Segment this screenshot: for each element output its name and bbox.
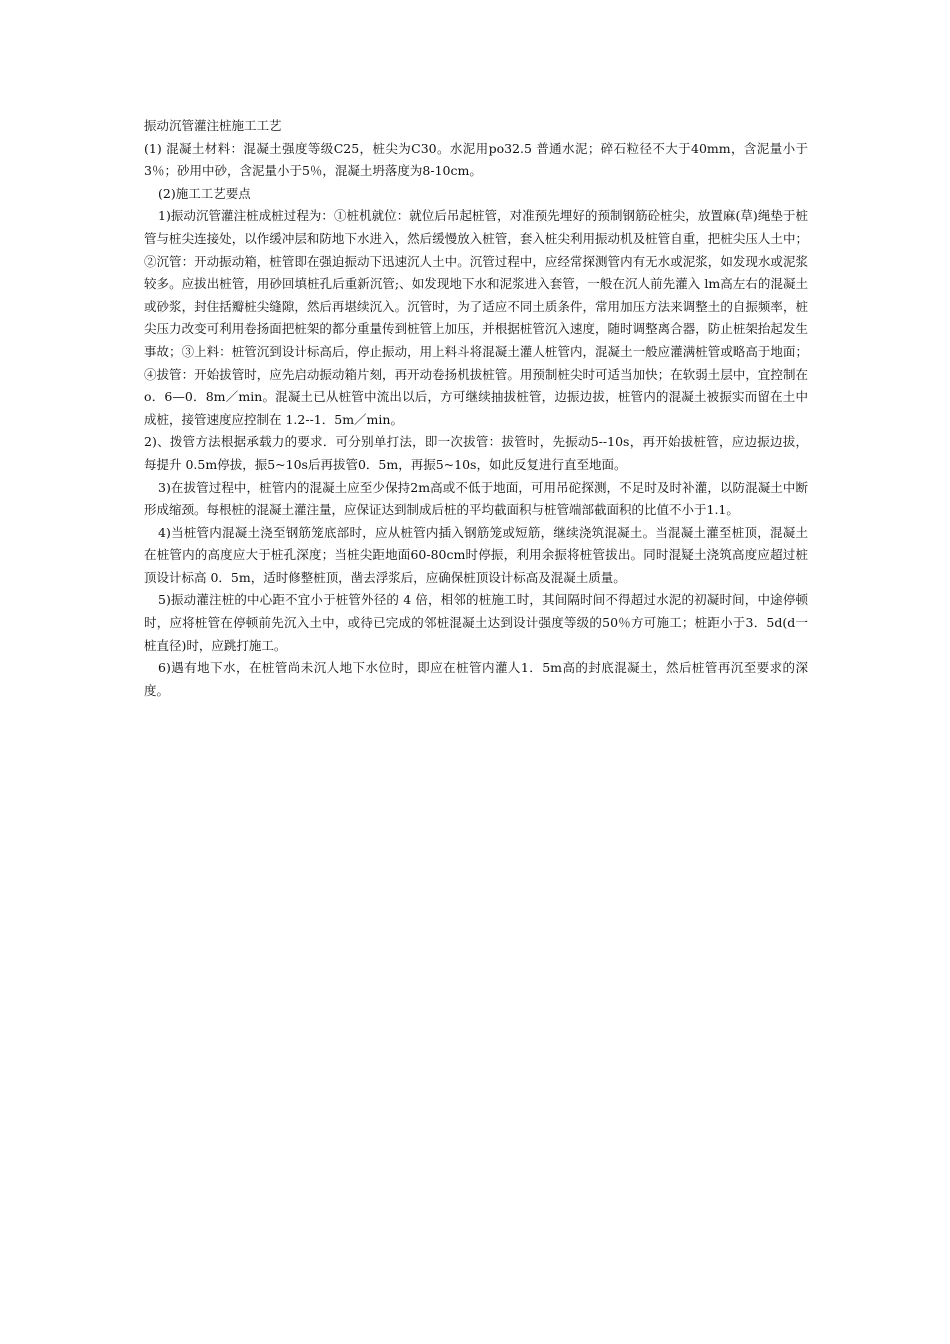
document-body: [144, 115, 808, 702]
paragraph-step-4: 4)当桩管内混凝土浇至钢筋笼底部时，应从桩管内插入钢筋笼或短筋，继续浇筑混凝土。当混凝土灌至桩顶，混凝土在桩管内的高度应大于桩孔深度；当桩尖距地面60-80cm时停振，利用余振将桩管拔出。同时混疑土浇筑高度应超过桩顶设计标高 0．5m，适时修整桩顶，凿去浮浆后，应确保桩顶设计标高及混凝土质量。: [144, 524, 808, 585]
paragraph-step-6: 6)遇有地下水，在桩管尚未沉人地下水位时，即应在桩管内灌人1．5m高的封底混凝土，然后桩管再沉至要求的深度。: [144, 660, 808, 698]
paragraph-step-5: 5)振动灌注桩的中心距不宜小于桩管外径的 4 倍，相邻的桩施工时，其间隔时间不得超过水泥的初凝时间，中途停顿时，应将桩管在停顿前先沉入土中，或待已完成的邻桩混凝土达到设计强度等级的50％方可施工；桩距小于3．5d(d一桩直径)时，应跳打施工。: [144, 592, 808, 653]
paragraph-key-points-heading: (2)施工工艺要点: [158, 185, 251, 201]
document-title: 振动沉管灌注桩施工工艺: [144, 118, 282, 133]
paragraph-step-3: 3)在拔管过程中，桩管内的混凝土应至少保持2m高或不低于地面，可用吊砣探测，不足时及时补灌，以防混凝土中断形成缩颈。每根桩的混凝土灌注量，应保证达到制成后桩的平均截面积与桩管端部截面积的比值不小于1.1。: [144, 479, 808, 518]
paragraph-step-2: 2)、拨管方法根据承载力的要求．可分别单打法，即一次拔管：拔管时，先振动5--10s，再开始拔桩管，应边振边拔，每提升 0.5m停拔，振5~10s后再拔管0．5m，再振5~10s，如此反复进行直至地面。: [144, 434, 808, 472]
paragraph-materials: (1) 混凝土材料：混凝土强度等级C25，桩尖为C30。水泥用po32.5 普通水泥；碎石粒径不大于40mm，含泥量小于 3％；砂用中砂，含泥量小于5％，混凝土坍落度为8-10cm。: [144, 140, 808, 179]
paragraph-step-1: 1)振动沉管灌注桩成桩过程为：①桩机就位：就位后吊起桩管，对准预先埋好的预制钢筋砼桩尖，放置麻(草)绳垫于桩管与桩尖连接处，以作缓冲层和防地下水进入，然后缓慢放入桩管，套入桩尖利用振动机及桩管自重，把桩尖压人土中；②沉管：开动振动箱，桩管即在强迫振动下迅速沉人土中。沉管过程中，应经常探测管内有无水或泥浆，如发现水或泥浆较多。应拔出桩管，用砂回填桩孔后重新沉管;、如发现地下水和泥浆进入套管，一般在沉人前先灌入 lm高左右的混凝土或砂浆，封住括瓣桩尖缝隙，然后再堪续沉入。沉管时，为了适应不同土质条件，常用加压方法来调整土的自振频率，桩尖压力改变可利用卷扬面把桩架的都分重量传到桩管上加压，并根据桩管沉入速度，随时调整离合器，防止桩架抬起发生事故；③上料：桩管沉到设计标高后，停止振动，用上料斗将混凝土灌人桩管内，混凝土一般应灌满桩管或略高于地面；④拔管：开始拔管时，应先启动振动箱片刻，再开动卷扬机拔桩管。用预制桩尖时可适当加快；在软弱土层中，宜控制在o．6—0．8m／min。混凝土已从桩管中流出以后，方可继续抽拔桩管，边振边拔，桩管内的混凝土被振实而留在土中成桩，接管速度应控制在 1.2--1．5m／min。: [144, 208, 808, 427]
